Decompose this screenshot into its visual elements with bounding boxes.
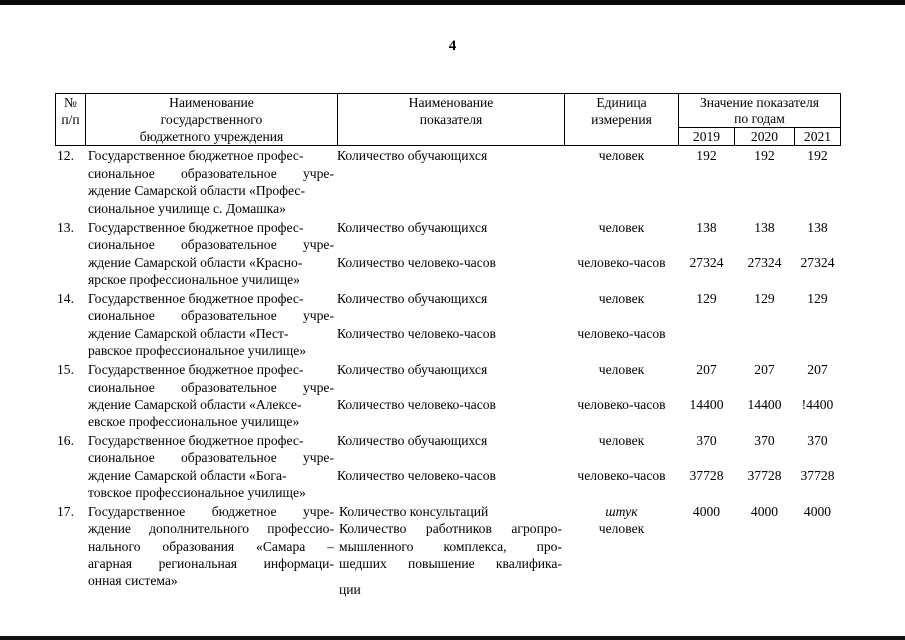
institution-line: ждение Самарской области «Пест- bbox=[88, 326, 289, 341]
value-2020: 138 bbox=[754, 220, 775, 235]
institution-line: Государственное бюджетное профес- bbox=[88, 362, 304, 377]
header-indicator-1: Наименование bbox=[408, 95, 494, 110]
unit-value: человеко-часов bbox=[577, 397, 666, 412]
unit-value: человек bbox=[598, 362, 645, 377]
institution-line: агарная региональная информаци- bbox=[88, 556, 334, 571]
unit-value: человек bbox=[598, 148, 645, 163]
value-2021: 4000 bbox=[803, 504, 832, 519]
header-value-1: Значение показателя bbox=[700, 95, 819, 110]
header-num-2: п/п bbox=[61, 112, 80, 127]
top-border bbox=[0, 0, 905, 5]
value-2019: 37728 bbox=[689, 468, 724, 483]
header-institution-3: бюджетного учреждения bbox=[139, 129, 284, 144]
institution-line: Государственное бюджетное профес- bbox=[88, 433, 304, 448]
value-2020: 370 bbox=[754, 433, 775, 448]
institution-line: сиональное образовательное учре- bbox=[88, 308, 334, 323]
value-2020: 27324 bbox=[747, 255, 782, 270]
value-2019: 4000 bbox=[692, 504, 721, 519]
value-2019: 370 bbox=[696, 433, 717, 448]
indicator-name: Количество человеко-часов bbox=[337, 468, 496, 483]
institution-line: Государственное бюджетное учре- bbox=[88, 504, 334, 519]
value-2021: !4400 bbox=[801, 397, 834, 412]
header-institution-1: Наименование bbox=[169, 95, 254, 110]
header-unit-2: измерения bbox=[591, 112, 652, 127]
value-2019: 129 bbox=[696, 291, 717, 306]
row-number: 12. bbox=[57, 148, 74, 163]
value-2019: 14400 bbox=[689, 397, 724, 412]
value-2020: 4000 bbox=[750, 504, 779, 519]
header-year-2021: 2021 bbox=[803, 129, 832, 144]
value-2021: 129 bbox=[807, 291, 828, 306]
institution-line: равское профессиональное училище» bbox=[88, 343, 307, 358]
institution-line: ярское профессиональное училище» bbox=[88, 272, 300, 287]
institution-line: сиональное образовательное учре- bbox=[88, 166, 334, 181]
unit-value: человеко-часов bbox=[577, 468, 666, 483]
institution-line: сиональное образовательное учре- bbox=[88, 450, 334, 465]
bottom-border bbox=[0, 636, 905, 640]
row-number: 17. bbox=[57, 504, 74, 519]
institution-line: сиональное образовательное учре- bbox=[88, 380, 334, 395]
unit-value: штук bbox=[605, 504, 638, 519]
value-2021: 37728 bbox=[800, 468, 835, 483]
indicator-name: Количество работников агропро- bbox=[339, 521, 562, 536]
value-2019: 138 bbox=[696, 220, 717, 235]
unit-value: человек bbox=[598, 291, 645, 306]
indicator-name: Количество обучающихся bbox=[337, 148, 488, 163]
unit-value: человек bbox=[598, 433, 645, 448]
col-right-border bbox=[840, 93, 841, 146]
institution-line: ждение Самарской области «Алексе- bbox=[88, 397, 302, 412]
header-bottom-rule bbox=[55, 145, 841, 146]
indicator-name: шедших повышение квалифика- bbox=[339, 556, 562, 571]
row-number: 15. bbox=[57, 362, 74, 377]
header-year-2019: 2019 bbox=[692, 129, 721, 144]
institution-line: товское профессиональное училище» bbox=[88, 485, 306, 500]
row-number: 14. bbox=[57, 291, 74, 306]
value-2019: 207 bbox=[696, 362, 717, 377]
value-2020: 14400 bbox=[747, 397, 782, 412]
institution-line: Государственное бюджетное профес- bbox=[88, 220, 304, 235]
value-2019: 27324 bbox=[689, 255, 724, 270]
value-2021: 207 bbox=[807, 362, 828, 377]
header-indicator-2: показателя bbox=[419, 112, 483, 127]
unit-value: человеко-часов bbox=[577, 255, 666, 270]
indicator-name: Количество человеко-часов bbox=[337, 255, 496, 270]
institution-line: евское профессиональное училище» bbox=[88, 414, 300, 429]
page-number: 4 bbox=[448, 38, 457, 54]
row-number: 13. bbox=[57, 220, 74, 235]
institution-line: Государственное бюджетное профес- bbox=[88, 148, 304, 163]
institution-line: ждение Самарской области «Красно- bbox=[88, 255, 303, 270]
value-2021: 370 bbox=[807, 433, 828, 448]
value-2021: 192 bbox=[807, 148, 828, 163]
indicator-name: Количество обучающихся bbox=[337, 433, 488, 448]
header-year-2020: 2020 bbox=[750, 129, 779, 144]
institution-line: нального образования «Самара – bbox=[88, 539, 334, 554]
value-2021: 27324 bbox=[800, 255, 835, 270]
institution-line: ждение Самарской области «Бога- bbox=[88, 468, 287, 483]
institution-line: онная система» bbox=[88, 573, 178, 588]
header-value-2: по годам bbox=[734, 111, 785, 126]
value-2020: 192 bbox=[754, 148, 775, 163]
indicator-name: мышленного комплекса, про- bbox=[339, 539, 562, 554]
indicator-name: Количество обучающихся bbox=[337, 220, 488, 235]
indicator-name: Количество обучающихся bbox=[337, 362, 488, 377]
unit-value: человек bbox=[598, 521, 645, 536]
indicator-name: Количество консультаций bbox=[339, 504, 489, 519]
institution-line: Государственное бюджетное профес- bbox=[88, 291, 304, 306]
institution-line: сиональное образовательное учре- bbox=[88, 237, 334, 252]
header-num-1: № bbox=[64, 95, 77, 110]
unit-value: человек bbox=[598, 220, 645, 235]
value-2021: 138 bbox=[807, 220, 828, 235]
institution-line: ждение дополнительного профессио- bbox=[88, 521, 334, 536]
value-2020: 207 bbox=[754, 362, 775, 377]
indicator-name: ции bbox=[339, 582, 361, 597]
value-2019: 192 bbox=[696, 148, 717, 163]
unit-value: человеко-часов bbox=[577, 326, 666, 341]
indicator-name: Количество обучающихся bbox=[337, 291, 488, 306]
indicator-name: Количество человеко-часов bbox=[337, 326, 496, 341]
indicator-name: Количество человеко-часов bbox=[337, 397, 496, 412]
value-2020: 129 bbox=[754, 291, 775, 306]
value-2020: 37728 bbox=[747, 468, 782, 483]
row-number: 16. bbox=[57, 433, 74, 448]
institution-line: сиональное училище с. Домашка» bbox=[88, 201, 286, 216]
header-institution-2: государственного bbox=[160, 112, 263, 127]
institution-line: ждение Самарской области «Профес- bbox=[88, 183, 305, 198]
header-unit-1: Единица bbox=[596, 95, 647, 110]
